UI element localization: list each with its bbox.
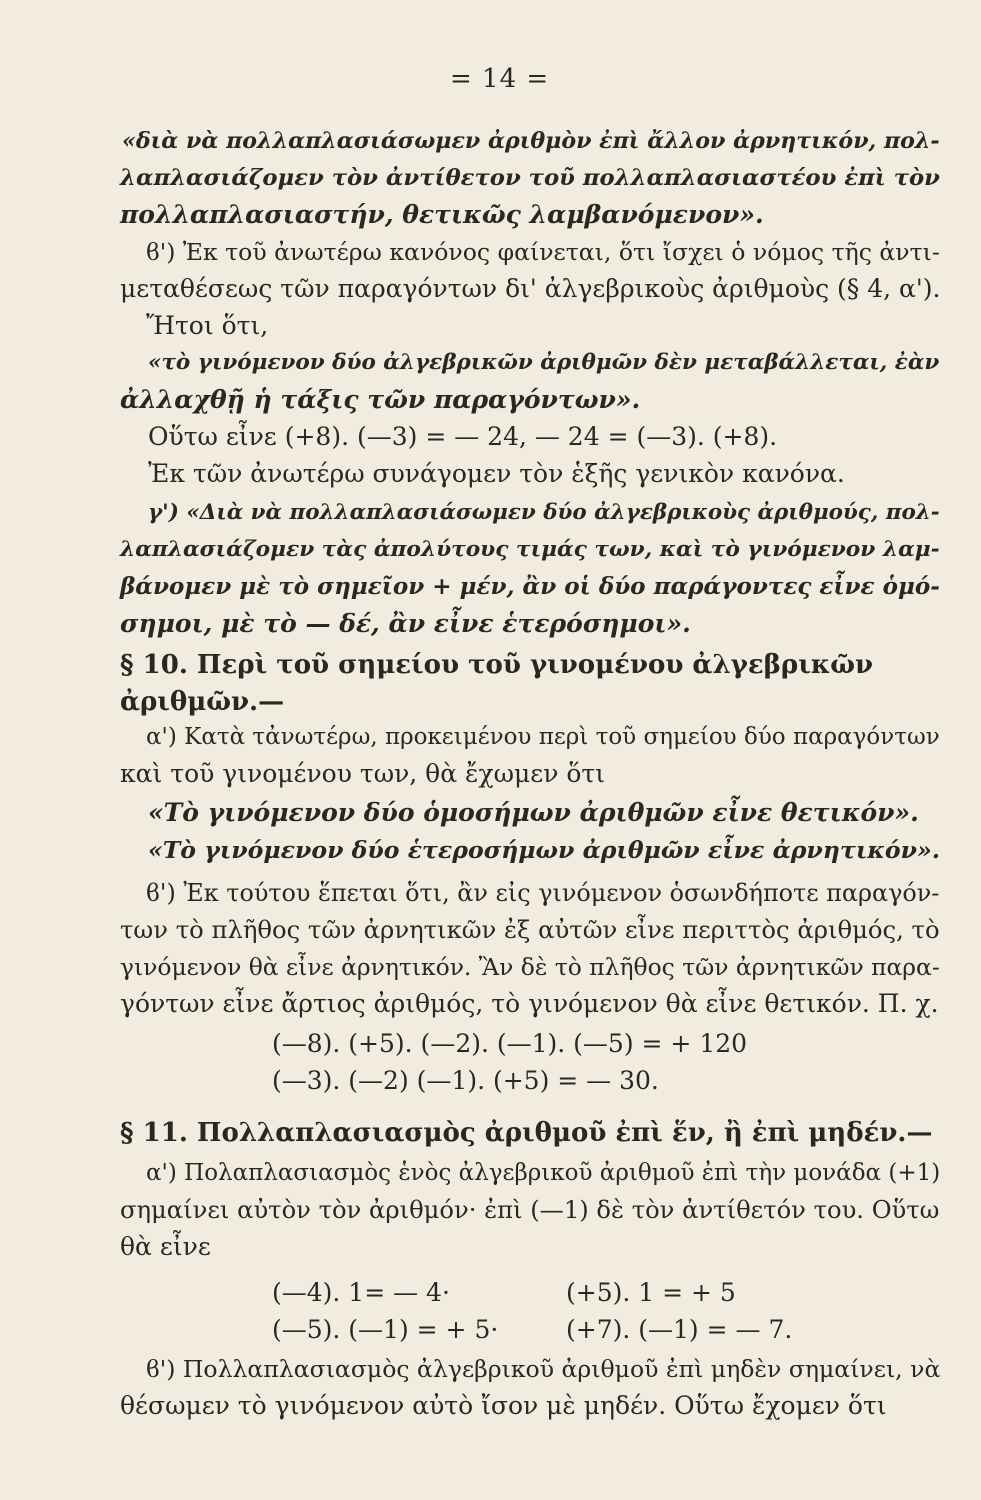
text-line: λαπλασιάζομεν τὰς ἀπολύτους τιμάς των, καὶ τὸ γινόμενον λαμ-: [120, 537, 940, 562]
text-line: «Τὸ γινόμενον δύο ἑτεροσήμων ἀριθμῶν εἶνε ἀρνητικόν».: [148, 836, 940, 864]
section-heading: ἀριθμῶν.—: [120, 687, 285, 717]
text-line: γ') «Διὰ νὰ πολλαπλασιάσωμεν δύο ἀλγεβρικοὺς ἀριθμούς, πολ-: [148, 500, 940, 525]
text-line: των τὸ πλῆθος τῶν ἀρνητικῶν ἐξ αὐτῶν εἶνε περιττὸς ἀριθμός, τὸ: [120, 915, 940, 944]
text-line: ἀλλαχθῇ ἡ τάξις τῶν παραγόντων».: [120, 385, 641, 414]
text-line: ϐ') Πολλαπλασιασμὸς ἀλγεβρικοῦ ἀριθμοῦ ἐπὶ μηδὲν σημαίνει, νὰ: [146, 1355, 941, 1383]
equation: (+7). (—1) = — 7.: [566, 1315, 793, 1344]
text-line: σημοι, μὲ τὸ — δέ, ἂν εἶνε ἑτερόσημοι».: [120, 609, 691, 638]
text-line: θέσωμεν τὸ γινόμενον αὐτὸ ἴσον μὲ μηδέν. Οὕτω ἔχομεν ὅτι: [120, 1391, 887, 1420]
text-line: βάνομεν μὲ τὸ σημεῖον + μέν, ἂν οἱ δύο παράγοντες εἶνε ὁμό-: [120, 573, 940, 600]
text-line: «Τὸ γινόμενον δύο ὁμοσήμων ἀριθμῶν εἶνε θετικόν».: [148, 798, 919, 827]
section-heading: § 10. Περὶ τοῦ σημείου τοῦ γινομένου ἀλγεβρικῶν: [120, 650, 874, 680]
section-heading: § 11. Πολλαπλασιασμὸς ἀριθμοῦ ἐπὶ ἕν, ἢ ἐπὶ μηδέν.—: [120, 1118, 933, 1148]
equation: (—3). (—2) (—1). (+5) = — 30.: [272, 1066, 659, 1095]
text-line: μεταθέσεως τῶν παραγόντων δι' ἀλγεβρικοὺς ἀριθμοὺς (§ 4, α').: [120, 274, 941, 303]
text-line: σημαίνει αὐτὸν τὸν ἀριθμόν· ἐπὶ (—1) δὲ τὸν ἀντίθετόν του. Οὕτω: [120, 1196, 940, 1224]
text-line: Οὕτω εἶνε (+8). (—3) = — 24, — 24 = (—3). (+8).: [148, 422, 778, 451]
text-line: ϐ') Ἐκ τούτου ἕπεται ὅτι, ἂν εἰς γινόμενον ὁσωνδήποτε παραγόν-: [146, 879, 940, 907]
text-line: γόντων εἶνε ἄρτιος ἀριθμός, τὸ γινόμενον θὰ εἶνε θετικόν. Π. χ.: [120, 989, 939, 1018]
text-line: θὰ εἶνε: [120, 1232, 211, 1261]
equation: (—8). (+5). (—2). (—1). (—5) = + 120: [272, 1029, 748, 1058]
text-line: α') Πολαπλασιασμὸς ἑνὸς ἀλγεβρικοῦ ἀριθμοῦ ἐπὶ τὴν μονάδα (+1): [146, 1160, 941, 1186]
text-line: ϐ') Ἐκ τοῦ ἀνωτέρω κανόνος φαίνεται, ὅτι ἴσχει ὁ νόμος τῆς ἀντι-: [146, 238, 940, 266]
text-line: λαπλασιάζομεν τὸν ἀντίθετον τοῦ πολλαπλασιαστέου ἐπὶ τὸν: [120, 165, 940, 191]
equation: (—5). (—1) = + 5·: [272, 1315, 499, 1344]
text-line: καὶ τοῦ γινομένου των, θὰ ἔχωμεν ὅτι: [120, 759, 606, 788]
text-line: πολλαπλασιαστήν, θετικῶς λαμβανόμενον».: [120, 200, 764, 229]
text-line: «τὸ γινόμενον δύο ἀλγεβρικῶν ἀριθμῶν δὲν μεταβάλλεται, ἐὰν: [148, 350, 940, 375]
text-line: Ἐκ τῶν ἀνωτέρω συνάγομεν τὸν ἑξῆς γενικὸν κανόνα.: [148, 459, 845, 488]
text-line: γινόμενον θὰ εἶνε ἀρνητικόν. Ἂν δὲ τὸ πλῆθος τῶν ἀρνητικῶν παρα-: [120, 953, 940, 981]
page-number: = 14 =: [450, 64, 550, 94]
text-line: «διὰ νὰ πολλαπλασιάσωμεν ἀριθμὸν ἐπὶ ἄλλον ἀρνητικόν, πολ-: [122, 128, 940, 154]
text-line: Ἤτοι ὅτι,: [146, 311, 269, 340]
equation: (+5). 1 = + 5: [566, 1278, 736, 1307]
text-line: α') Κατὰ τἀνωτέρω, προκειμένου περὶ τοῦ σημείου δύο παραγόντων: [146, 724, 940, 750]
equation: (—4). 1= — 4·: [272, 1278, 450, 1307]
